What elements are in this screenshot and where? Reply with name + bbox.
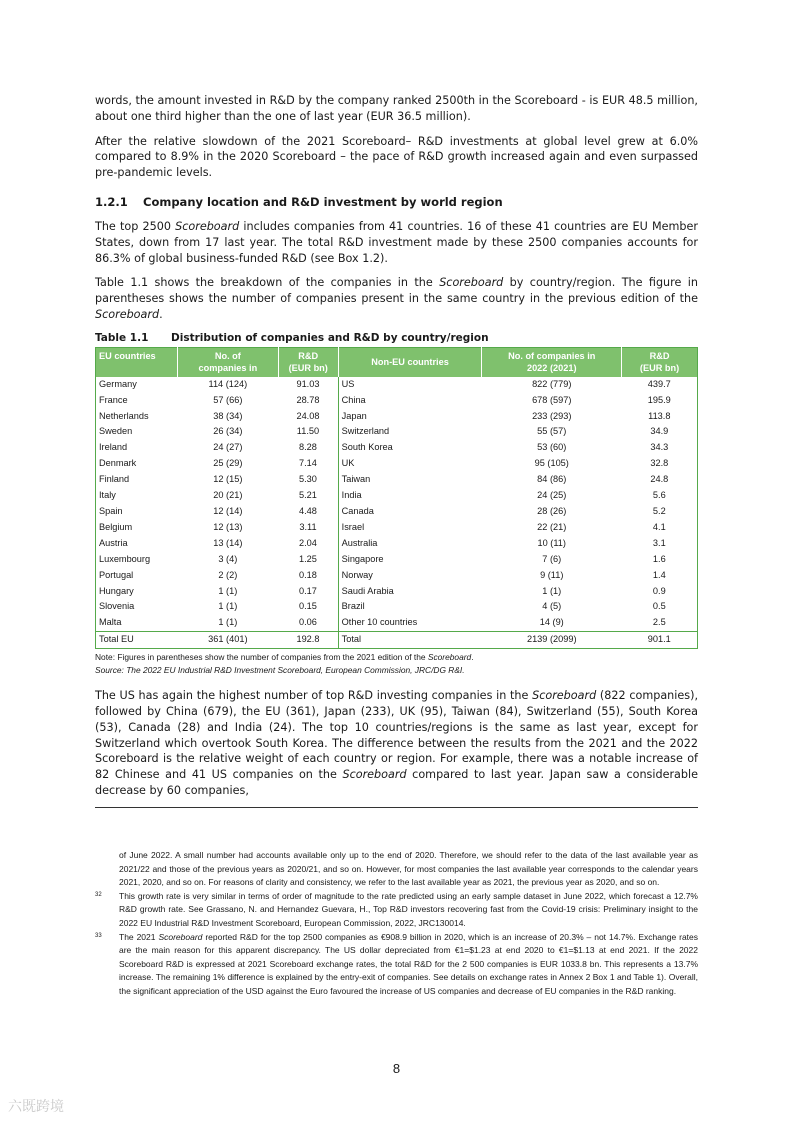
- cell-eu-country: Germany: [99, 378, 137, 389]
- footnote-32-mark: 32: [95, 891, 102, 898]
- cell-eu-companies: 12 (15): [213, 474, 243, 485]
- table-row: [96, 440, 698, 456]
- cell-eu-companies: 13 (14): [213, 537, 243, 548]
- table-row: [96, 409, 698, 425]
- cell-non-eu-companies: 678 (597): [532, 394, 572, 405]
- cell-non-eu-companies: 28 (26): [537, 506, 567, 517]
- table-row: [96, 552, 698, 568]
- cell-non-eu-country: Singapore: [338, 552, 482, 568]
- cell-eu-rd: 2.04: [299, 537, 317, 548]
- cell-non-eu-rd: 34.9: [650, 426, 669, 437]
- cell-non-eu-companies: 22 (21): [537, 521, 567, 532]
- table-body: [96, 377, 698, 649]
- cell-eu-rd: 5.30: [299, 474, 317, 485]
- cell-non-eu-rd: 5.6: [652, 490, 666, 501]
- cell-eu-rd: 1.25: [299, 553, 317, 564]
- cell-eu-rd: 91.03: [296, 378, 320, 389]
- cell-eu-companies: 38 (34): [213, 410, 243, 421]
- cell-non-eu-companies: 53 (60): [537, 442, 567, 453]
- table-total-row: [96, 632, 698, 649]
- cell-non-eu-companies: 55 (57): [537, 426, 567, 437]
- cell-eu-rd: 7.14: [299, 458, 317, 469]
- cell-eu-country: Sweden: [99, 426, 133, 437]
- table-row: [96, 472, 698, 488]
- table-row: [96, 377, 698, 393]
- cell-non-eu-companies: 7 (6): [542, 553, 562, 564]
- cell-non-eu-companies: 84 (86): [537, 474, 567, 485]
- header-non-eu-countries: Non-EU countries: [338, 347, 482, 377]
- cell-non-eu-rd: 0.5: [652, 601, 666, 612]
- cell-non-eu-companies: 1 (1): [542, 585, 562, 596]
- cell-eu-country: Spain: [99, 506, 123, 517]
- cell-non-eu-country: Switzerland: [338, 424, 482, 440]
- cell-non-eu-rd: 5.2: [652, 506, 666, 517]
- table-source: Source: The 2022 EU Industrial R&D Investment Scoreboard, European Commission, JRC/DG R&I.: [95, 664, 465, 675]
- cell-eu-country: Belgium: [99, 521, 133, 532]
- cell-eu-rd: 11.50: [296, 426, 320, 437]
- section-number: 1.2.1: [95, 194, 128, 209]
- table-row: [96, 536, 698, 552]
- cell-eu-companies: 2 (2): [218, 569, 238, 580]
- cell-non-eu-country: Taiwan: [338, 472, 482, 488]
- cell-non-eu-rd: 4.1: [652, 521, 666, 532]
- section-title: Company location and R&D investment by world region: [143, 194, 503, 209]
- table-row: [96, 393, 698, 409]
- table-row: [96, 488, 698, 504]
- cell-non-eu-companies: 822 (779): [532, 378, 572, 389]
- cell-eu-country: Portugal: [99, 569, 134, 580]
- paragraph-3: The top 2500 Scoreboard includes companies from 41 countries. 16 of these 41 countries are EU Member States, down from 17 last year. The total R&D investment made by these 2500 companies accounts for 86.3% of global business-funded R&D (see Box 1.2).: [95, 219, 699, 265]
- cell-non-eu-country: Saudi Arabia: [338, 584, 482, 600]
- cell-non-eu-country: China: [338, 393, 482, 409]
- table-row: [96, 520, 698, 536]
- cell-eu-companies: 1 (1): [218, 601, 238, 612]
- cell-eu-country: Malta: [99, 617, 122, 628]
- cell-eu-rd: 0.17: [299, 585, 317, 596]
- cell-non-eu-companies: 95 (105): [534, 458, 569, 469]
- cell-eu-companies: 26 (34): [213, 426, 243, 437]
- cell-eu-companies: 1 (1): [218, 585, 238, 596]
- cell-non-eu-rd: 24.8: [650, 474, 669, 485]
- header-rd-non-eu: R&D (EUR bn): [622, 347, 698, 377]
- table-number: Table 1.1: [95, 331, 149, 344]
- cell-eu-companies: 20 (21): [213, 490, 243, 501]
- table-row: [96, 504, 698, 520]
- cell-non-eu-rd: 32.8: [650, 458, 669, 469]
- cell-eu-rd: 28.78: [296, 394, 320, 405]
- header-rd-eu: R&D (EUR bn): [278, 347, 338, 377]
- cell-eu-companies: 3 (4): [218, 553, 238, 564]
- table-row: [96, 584, 698, 600]
- footnotes: [95, 849, 698, 999]
- cell-non-eu-rd: 3.1: [652, 537, 666, 548]
- cell-eu-companies: 25 (29): [213, 458, 243, 469]
- cell-eu-companies: 12 (14): [213, 506, 243, 517]
- cell-non-eu-rd: 1.6: [652, 553, 666, 564]
- footnote-33-mark: 33: [95, 932, 102, 939]
- paragraph-4: Table 1.1 shows the breakdown of the companies in the Scoreboard by country/region. The figure in parentheses shows the number of companies present in the same country in the previous edition of the Scoreboard.: [95, 276, 698, 321]
- header-eu-countries: EU countries: [96, 347, 178, 377]
- cell-non-eu-country: Australia: [338, 536, 482, 552]
- paragraph-2: After the relative slowdown of the 2021 Scoreboard– R&D investments at global level grew at 6.0% compared to 8.9% in the 2020 Scoreboard – the pace of R&D growth increased again and even surpassed pre-pandemic levels.: [95, 134, 698, 180]
- cell-non-eu-rd: 1.4: [652, 569, 666, 580]
- table-row: [96, 599, 698, 615]
- cell-non-eu-country: Other 10 countries: [338, 615, 482, 631]
- cell-non-eu-companies: 9 (11): [540, 569, 564, 580]
- table-caption: [95, 332, 698, 344]
- table-row: [96, 456, 698, 472]
- cell-non-eu-rd: 195.9: [647, 394, 671, 405]
- cell-eu-country: Ireland: [99, 442, 128, 453]
- footnote-continuation: of June 2022. A small number had accounts available only up to the end of 2020. Therefore, we should refer to the data of the last available year as 2021/22 and those of the previous years as 2020/21, and so on. However, for most companies the last available year corresponds to the calendar years 2021, 2020, and so on. For reasons of clarity and consistency, we refer to the last available year as 2021, the previous year as 2020, and so on.: [119, 850, 698, 888]
- cell-non-eu-country: Brazil: [338, 599, 482, 615]
- total-eu-companies: 361 (401): [177, 632, 278, 649]
- footnote-33: 33 The 2021 Scoreboard reported R&D for the top 2500 companies as €908.9 billion in 2020, which is an increase of 20.3% – not 14.7%. Exchange rates are the main reason for this apparent discrepancy. The US dollar depreciated from €1=$1.23 at end 2020 to €1=$1.13 at end 2021. If the 2022 Scoreboard R&D is expressed at 2021 Scoreboard exchange rates, the total R&D for the 2 500 companies is EUR 1033.8 bn. This represents a 13.7% increase. The remaining 1% difference is explained by the entry-exit of companies. See details on exchange rates in Annex 2 Box 1 and Table 1). Overall, the significant appreciation of the USD against the Euro favoured the increase of US companies and decrease of EU companies in the R&D ranking.: [95, 931, 699, 996]
- cell-eu-country: Denmark: [99, 458, 137, 469]
- cell-eu-companies: 57 (66): [213, 394, 243, 405]
- total-eu-country: Total EU: [96, 632, 178, 649]
- cell-eu-rd: 0.15: [299, 601, 317, 612]
- cell-eu-country: Netherlands: [99, 410, 149, 421]
- cell-non-eu-companies: 10 (11): [537, 537, 566, 548]
- cell-non-eu-companies: 24 (25): [537, 490, 567, 501]
- cell-eu-country: Hungary: [99, 585, 134, 596]
- cell-eu-rd: 24.08: [296, 410, 320, 421]
- paragraph-1: words, the amount invested in R&D by the company ranked 2500th in the Scoreboard - is EUR 48.5 million, about one third higher than the one of last year (EUR 36.5 million).: [95, 94, 698, 123]
- paragraph-5: The US has again the highest number of top R&D investing companies in the Scoreboard (822 companies), followed by China (679), the EU (361), Japan (233), UK (95), Taiwan (84), Switzerland (55), South Korea (53), Canada (28) and India (24). The top 10 countries/regions is the same as last year, except for Switzerland which overtook South Korea. The difference between the results from the 2021 and the 2022 Scoreboard is the relative weight of each country or region. For example, there was a notable increase of 82 Chinese and 41 US companies on the Scoreboard compared to last year. Japan saw a considerable decrease by 60 companies,: [95, 689, 699, 797]
- cell-non-eu-rd: 2.5: [652, 617, 666, 628]
- cell-non-eu-companies: 14 (9): [539, 617, 564, 628]
- cell-eu-companies: 12 (13): [213, 521, 243, 532]
- cell-eu-country: Italy: [99, 490, 116, 501]
- distribution-table: [95, 347, 698, 649]
- cell-eu-country: France: [99, 394, 128, 405]
- table-note: Note: Figures in parentheses show the number of companies from the 2021 edition of the Scoreboard. Source: The 2022 EU Industrial R&D Investment Scoreboard, European Commission, JRC/DG R&I.: [95, 652, 474, 675]
- cell-non-eu-country: Israel: [338, 520, 482, 536]
- cell-eu-rd: 0.06: [299, 617, 317, 628]
- cell-eu-rd: 5.21: [299, 490, 317, 501]
- cell-eu-rd: 0.18: [299, 569, 317, 580]
- total-non-eu-companies: 2139 (2099): [482, 632, 622, 649]
- cell-non-eu-country: Norway: [338, 568, 482, 584]
- cell-non-eu-country: India: [338, 488, 482, 504]
- table-title: Distribution of companies and R&D by country/region: [171, 331, 489, 344]
- header-no-companies-2022: No. of companies in 2022 (2021): [482, 347, 622, 377]
- cell-non-eu-country: Canada: [338, 504, 482, 520]
- cell-non-eu-rd: 113.8: [648, 410, 671, 421]
- header-no-of-companies: No. of companies in: [177, 347, 278, 377]
- page-number: 8: [392, 1061, 401, 1076]
- section-heading: [95, 195, 698, 209]
- footnote-32: 32 This growth rate is very similar in terms of order of magnitude to the rate predicted using an early sample dataset in June 2022, which forecast a 12.7% R&D growth rate. See Grassano, N. and Hernandez Guevara, H., Top R&D investors recovering fast from the Covid-19 crisis: Preliminary insight to the 2022 EU Industrial R&D Investment Scoreboard, European Commission, 2022, JRC130014.: [95, 890, 698, 928]
- table-row: [96, 615, 698, 631]
- cell-eu-country: Austria: [99, 537, 128, 548]
- cell-non-eu-rd: 439.7: [647, 378, 671, 389]
- cell-eu-companies: 24 (27): [213, 442, 243, 453]
- table-row: [96, 568, 698, 584]
- cell-eu-country: Slovenia: [99, 601, 135, 612]
- total-non-eu-rd: 901.1: [622, 632, 698, 649]
- cell-eu-country: Finland: [99, 474, 130, 485]
- total-eu-rd: 192.8: [278, 632, 338, 649]
- cell-non-eu-country: US: [338, 377, 482, 393]
- footnote-divider: [95, 807, 698, 808]
- cell-eu-companies: 1 (1): [218, 617, 238, 628]
- cell-eu-rd: 8.28: [299, 442, 317, 453]
- cell-eu-rd: 3.11: [299, 521, 317, 532]
- cell-non-eu-rd: 34.3: [650, 442, 669, 453]
- cell-non-eu-rd: 0.9: [652, 585, 666, 596]
- total-non-eu-country: Total: [338, 632, 482, 649]
- cell-non-eu-companies: 233 (293): [532, 410, 572, 421]
- cell-non-eu-companies: 4 (5): [542, 601, 562, 612]
- table-header: [96, 347, 698, 377]
- cell-eu-companies: 114 (124): [208, 378, 248, 389]
- cell-non-eu-country: UK: [338, 456, 482, 472]
- watermark: 六既跨境: [8, 1099, 64, 1115]
- table-row: [96, 424, 698, 440]
- cell-non-eu-country: Japan: [338, 409, 482, 425]
- cell-non-eu-country: South Korea: [338, 440, 482, 456]
- cell-eu-rd: 4.48: [299, 506, 317, 517]
- cell-eu-country: Luxembourg: [99, 553, 151, 564]
- page-content: [95, 93, 698, 808]
